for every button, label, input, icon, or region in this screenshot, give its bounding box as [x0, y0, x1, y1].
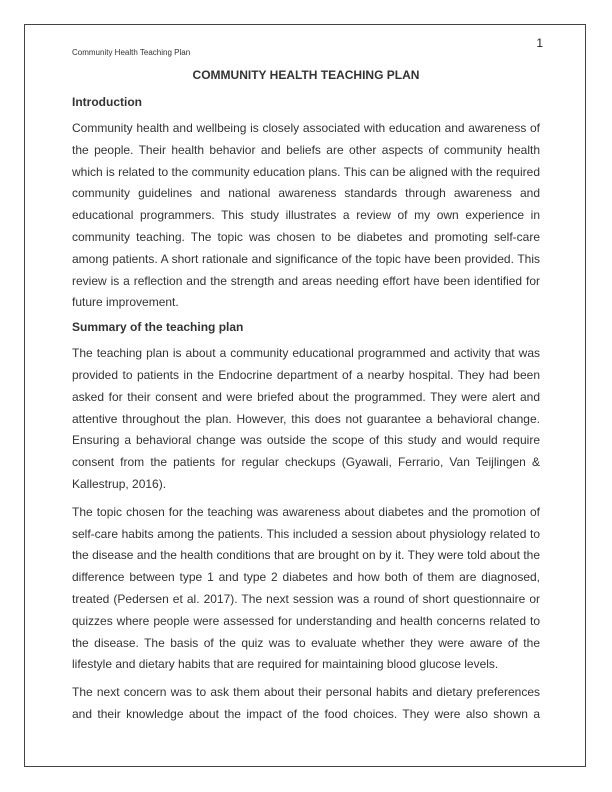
section-heading: Introduction [72, 95, 142, 109]
section-summary [72, 320, 540, 726]
document-body [72, 68, 540, 732]
paragraph: The next concern was to ask them about their personal habits and dietary preferences and their knowledge about the impact of the food choices. They were also shown a [72, 685, 540, 721]
running-head: Community Health Teaching Plan [72, 48, 191, 57]
document-title: COMMUNITY HEALTH TEACHING PLAN [192, 68, 420, 82]
page-number: 1 [536, 36, 543, 50]
paragraph: Community health and wellbeing is closely associated with education and awareness of the people. Their health behavior and beliefs are other aspects of community health which is related to the community education plans. This can be aligned with the required community guidelines and national awareness standards through awareness and educational programmers. This study illustrates a review of my own experience in community teaching. The topic was chosen to be diabetes and promoting self-care among patients. A short rationale and significance of the topic have been provided. This review is a reflection and the strength and areas needing effort have been identified for future improvement. [72, 121, 540, 310]
section-introduction [72, 95, 540, 314]
section-heading: Summary of the teaching plan [72, 320, 244, 335]
paragraph: The topic chosen for the teaching was awareness about diabetes and the promotion of self-care habits among the patients. This included a session about physiology related to the disease and the health conditions that are brought on by it. They were told about the difference between type 1 and type 2 diabetes and how both of them are diagnosed, treated (Pedersen et al. 2017). The next session was a round of short questionnaire or quizzes where people were assessed for understanding and health concerns related to the disease. The basis of the quiz was to evaluate whether they were aware of the lifestyle and dietary habits that are required for maintaining blood glucose levels. [72, 504, 540, 672]
paragraph: The teaching plan is about a community educational programmed and activity that was provided to patients in the Endocrine department of a nearby hospital. They had been asked for their consent and were briefed about the programmed. They were alert and attentive throughout the plan. However, this does not guarantee a behavioral change. Ensuring a behavioral change was outside the scope of this study and would require consent from the patients for regular checkups (Gyawali, Ferrario, Van Teijlingen & Kallestrup, 2016). [72, 346, 540, 491]
